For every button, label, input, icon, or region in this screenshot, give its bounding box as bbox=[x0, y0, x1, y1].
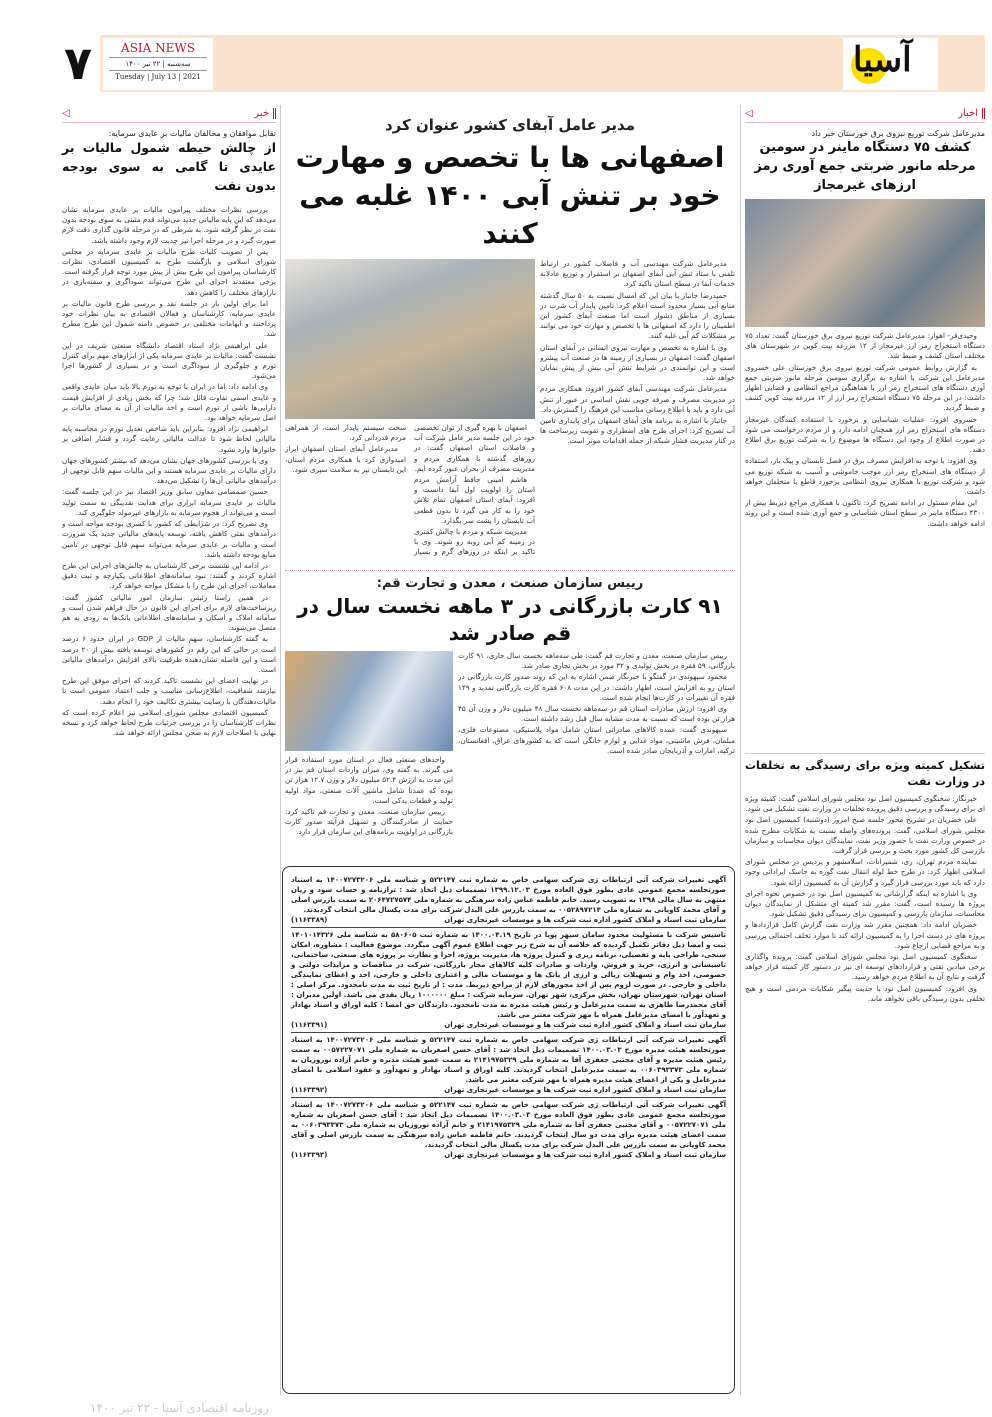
paragraph: مدیرعامل شرکت مهندسی آبفای کشور افزود: همکاری مردم در مدیریت مصرف و صرفه جویی نقش اساسی در عبور از تنش آبی دارد و باید با اطلاع رسانی مناسب این فرهنگ را گسترش داد. bbox=[540, 384, 735, 414]
ad-source: سازمان ثبت اسناد و املاک کشور اداره ثبت شرکت ها و موسسات غیرتجاری تهران bbox=[444, 1086, 726, 1094]
paragraph: هاشم امینی حافظ آرامش مردم استان را اولویت اول آبفا دانست و افزود: آبفای استان اصفهان تمام تلاش خود را به کار می گیرد تا بدون قطعی آب تابستان را پشت سر بگذارد. bbox=[414, 475, 535, 525]
center-kicker: مدیر عامل آبفای کشور عنوان کرد bbox=[384, 116, 636, 134]
article-kicker: تقابل موافقان و مخالفان مالیات بر عایدی سرمایه: bbox=[108, 129, 276, 138]
paragraph: وی با اشاره به تخصص و مهارت نیروی انسانی در آبفای استان اصفهان گفت: اصفهان در بسیاری از زمینه ها در صنعت آب پیشرو است و این توانمندی در شرایط تنش آبی بیش از پیش نمایان خواهد شد. bbox=[540, 342, 735, 383]
paragraph: حمیدرضا جانباز با بیان این که امسال نسبت به ۵۰ سال گذشته منابع آبی بسیار محدود است اعلام کرد: تامین پایدار آب شرب در بسیاری از مناطق دشوار است اما صنعت آبفای کشور این اطمینان را دارد که اصفهانی ها با تخصص و مهارت خود می توانند بر مشکلات کم آبی غلبه کنند. bbox=[540, 290, 735, 341]
legal-ad bbox=[291, 873, 726, 928]
center-body-col2 bbox=[285, 423, 535, 565]
play-triangle-icon: ◁ bbox=[62, 108, 70, 119]
ad-source: سازمان ثبت اسناد و املاک کشور اداره ثبت شرکت ها و موسسات غیرتجاری تهران bbox=[444, 1021, 726, 1029]
center-article bbox=[285, 115, 735, 565]
section-label: خبر bbox=[254, 108, 276, 119]
ad-code: (۱۱۶۳۳۹۱) bbox=[291, 1021, 328, 1029]
paragraph: این مقام مسئول در ادامه تصریح کرد: تاکنون با همکاری مراجع ذیربط بیش از ۴۳۰۰ دستگاه ماینر در سطح استان شناسایی و جمع آوری شده است و این روند ادامه خواهد داشت. bbox=[745, 498, 985, 528]
article-headline: کشف ۷۵ دستگاه ماینر در سومین مرحله مانور ضربتی جمع آوری رمز ارزهای غیرمجاز bbox=[754, 140, 976, 193]
column-rule bbox=[280, 105, 281, 1395]
article-kicker: مدیرعامل شرکت توزیع نیروی برق خوزستان خبر داد bbox=[811, 129, 985, 138]
divider bbox=[285, 570, 735, 571]
meeting-photo bbox=[285, 259, 535, 419]
paragraph: محمود سپهوندی در گفتگو با خبرنگار ضمن اشاره به این که روند صدور کارت بازرگانی در استان رو به افزایش است، اظهار داشت: در این مدت ۶۰۸ فقره کارت بازرگانی تمدید و ۱۴۹ فقره آن تغییرات در کارت‌ها انجام شده است. bbox=[458, 672, 735, 702]
paragraph: به گزارش روابط عمومی شرکت توزیع نیروی برق خوزستان علی خسروی مدیرعامل این شرکت با اشاره به برگزاری سومین مرحله مانور ضربتی جمع آوری دستگاه های استخراج رمز ارز با هماهنگی مراجع انتظامی و قضایی اظهار داشت: در این مرحله ۷۵ دستگاه استخراج رمز ارز از ۱۲ مزرعه بیت کوین کشف و ضبط گردید. bbox=[745, 362, 985, 413]
ad-code: (۱۱۶۳۳۹۲) bbox=[291, 1086, 328, 1094]
miner-press-photo bbox=[745, 199, 985, 327]
legal-ad bbox=[291, 1033, 726, 1098]
center-article-2 bbox=[285, 575, 735, 860]
paragraph: علی خضریان در تشریح محور جلسه صبح امروز (دوشنبه) کمیسیون اصل نود مجلس شورای اسلامی، گفت: پرونده‌های واصله نسبت به شکایات مطرح شده در خصوص وزارت نفت با حضور وزیر نفت، نمایندگان دیوان محاسبات و سازمان بازرسی کل کشور مورد بحث و بررسی قرار گرفت. bbox=[745, 815, 985, 856]
ad-text: تاسیس شرکت با مسئولیت محدود سامان سپهر پویا در تاریخ ۱۴۰۰.۰۴.۱۹ به شماره ثبت ۵۸۰۶۰۵ به شناسه ملی ۱۴۰۱۰۱۴۳۲۶ ثبت و امضا ذیل دفاتر تکمیل گردیده که خلاصه آن به شرح زیر جهت اطلاع عموم آگهی میگردد. موضوع فعالیت : مشاوره، امکان سنجی، طراحی پایه و تفصیلی، برنامه ریزی و کنترل پروژه ها، مدیریت پروژه، اجرا و نظارت بر پروژه های صنعتی، ساختمانی، تاسیساتی و انرژی، خرید و فروش، واردات و صادرات کلیه کالاهای مجاز بازرگانی، شرکت در مناقصات و مزایدات دولتی و خصوصی، اخذ وام و تسهیلات ریالی و ارزی از بانک ها و موسسات مالی و اعتباری داخلی و خارجی، اخذ و اعطای نمایندگی داخلی و خارجی. در صورت لزوم پس از اخذ مجوزهای لازم از مراجع ذیربط. مدت : از تاریخ ثبت به مدت نامحدود. مرکز اصلی : استان تهران، شهرستان تهران، بخش مرکزی، شهر تهران. سرمایه شرکت : مبلغ ۱۰۰۰۰۰۰ ریال نقدی می باشد. اولین مدیران : آقای محمدرضا طاهری به سمت مدیرعامل و رئیس هیئت مدیره به مدت نامحدود. دارندگان حق امضا : کلیه اوراق و اسناد بهادار و تعهدآور با امضای مدیرعامل همراه با مهر شرکت معتبر می باشد. bbox=[291, 931, 726, 1019]
center-2-left-block bbox=[285, 651, 453, 860]
article-headline: از چالش حیطه شمول مالیات بر عایدی تا گامی به سوی بودجه بدون نفت bbox=[62, 140, 276, 193]
paragraph: پس از تصویب کلیات طرح مالیات بر عایدی سرمایه در مجلس شورای اسلامی و بازگشت طرح به کمیسیون اقتصادی، نظرات کارشناسان پیرامون این طرح بیش از پیش مورد توجه قرار گرفته است. برخی معتقدند اجرای این طرح می‌تواند سوداگری و سفته‌بازی در بازارهای مختلف را کاهش دهد. bbox=[62, 246, 276, 297]
paragraph: خسروی افزود: عملیات شناسایی و برخورد با استفاده کنندگان غیرمجاز دستگاه های استخراج رمز ارز همچنان ادامه دارد و از مردم درخواست می شود در صورت اطلاع از وجود این دستگاه ها موضوع را به شرکت توزیع برق اطلاع دهند. bbox=[745, 414, 985, 455]
section-header-akhbar bbox=[745, 105, 985, 123]
date-en: Tuesday | July 13 | 2021 bbox=[115, 73, 201, 81]
paragraph: در نهایت اعضای این نشست تاکید کردند که اجرای موفق این طرح نیازمند شفافیت، اطلاع‌رسانی مناسب و جلب اعتماد عمومی است تا مالیات‌دهندگان با رضایت بیشتری تکالیف خود را انجام دهند. bbox=[62, 676, 276, 706]
paragraph: مدیریت شبکه و مردم با چالش کمتری در زمینه کم آبی روبه رو شوند. وی با تاکید بر اینکه در روزهای گرم و بسیار سخت سیستم پایدار است، از همراهی مردم قدردانی کرد. bbox=[285, 423, 535, 557]
center-kicker-2: رییس سازمان صنعت ، معدن و تجارت قم: bbox=[376, 576, 644, 591]
legal-ad bbox=[291, 1098, 726, 1162]
divider bbox=[745, 753, 985, 754]
paragraph: وی تصریح کرد: در شرایطی که کشور با کسری بودجه مواجه است و درآمدهای نفتی کاهش یافته، توسعه پایه‌های مالیاتی جدید یک ضرورت است و مالیات بر عایدی سرمایه می‌تواند سهم قابل توجهی در تامین منابع بودجه داشته باشد. bbox=[62, 519, 276, 559]
ad-code: (۱۱۶۳۳۹۳) bbox=[291, 1151, 328, 1159]
paragraph: حسین صمصامی معاون سابق وزیر اقتصاد نیز در این جلسه گفت: مالیات بر عایدی سرمایه ابزاری برای هدایت نقدینگی به سمت تولید است و می‌تواند از هجوم سرمایه به بازارهای غیرمولد جلوگیری کند. bbox=[62, 487, 276, 517]
article-headline-2: تشکیل کمیته ویژه برای رسیدگی به تخلفات در وزارت نفت bbox=[745, 759, 985, 788]
paragraph: سپهوندی گفت: عمده کالاهای صادراتی استان شامل مواد پلاستیکی، مصنوعات فلزی، مبلمان، فرش ماشینی، مواد غذایی و لوازم خانگی است که به کشورهای عراق، افغانستان، ترکیه، امارات و آذربایجان صادر شده است. bbox=[458, 725, 735, 755]
edition-box bbox=[103, 38, 213, 90]
center-article-2-row bbox=[285, 651, 735, 860]
paragraph: ابراهیمی نژاد افزود: بنابراین باید شاخص تعدیل تورم در محاسبه پایه مالیاتی لحاظ شود تا عدالت مالیاتی رعایت گردد و فشار اضافی بر خانوارها وارد نشود. bbox=[62, 424, 276, 454]
ad-text: آگهی تغییرات شرکت آتی ارتباطات ژی شرکت سهامی خاص به شماره ثبت ۵۲۲۱۴۷ و شناسه ملی ۱۴۰۰۷۲۷۳۲۰۶ به استناد صورتجلسه مجمع عمومی عادی بطور فوق العاده مورخ ۱۳۹۹.۱۲.۰۳ تصمیمات ذیل اتخاذ شد : ترازنامه و حساب سود و زیان منتهی به سال مالی ۱۳۹۸ به تصویب رسید. خانم فاطمه عباس زاده سرهنگی به شماره ملی ۲۰۶۴۷۲۷۵۷۴ به سمت بازرس اصلی و آقای محمد کاویانی به شماره ملی ۰۰۵۲۸۹۷۲۱۴ به سمت بازرس علی البدل شرکت برای مدت یکسال مالی انتخاب گردیدند. bbox=[291, 876, 727, 914]
ad-code: (۱۱۶۳۳۸۹) bbox=[291, 916, 328, 924]
paragraph: جانباز با اشاره به برنامه های آبفای اصفهان برای پایداری تامین آب تصریح کرد: اجرای طرح های اضطراری و تقویت زیرساخت ها در کنار مدیریت فشار شبکه از جمله اقدامات موثر است. bbox=[540, 416, 735, 446]
paragraph: بررسی نظرات مختلف پیرامون مالیات بر عایدی سرمایه نشان می‌دهد که این پایه مالیاتی جدید می‌تواند قدم مثبتی به سوی بودجه بدون نفت در نظر گرفته شود. به شرطی که در مرحله قانون گذاری دقت لازم صورت گیرد و در مرحله اجرا نیز جدیت لازم وجود داشته باشد. bbox=[62, 205, 276, 245]
paragraph: وی با بررسی کشورهای جهان نشان می‌دهد که بیشتر کشورهای جهان دارای مالیات بر عایدی سرمایه هستند و این مالیات سهم قابل توجهی از درآمدهای مالیاتی آن‌ها را تشکیل می‌دهد. bbox=[62, 455, 276, 486]
paragraph: رییس سازمان صنعت، معدن و تجارت قم تاکید کرد: حمایت از صادرکنندگان و تسهیل فرآیند صدور کارت بازرگانی در اولویت برنامه‌های این سازمان قرار دارد. bbox=[285, 807, 453, 837]
footer-watermark: روزنامه اقتصادی آسیا - ۲۲ تیر ۱۴۰۰ bbox=[90, 1401, 269, 1415]
ad-text: آگهی تغییرات شرکت آتی ارتباطات ژی شرکت سهامی خاص به شماره ثبت ۵۲۲۱۴۷ و شناسه ملی ۱۴۰۰۷۲۷۳۲۰۶ به استناد صورتجلسه هیئت مدیره مورخ ۱۴۰۰.۰۳.۰۳ تصمیمات ذیل اتخاذ شد : آقای حسن اصغریان به شماره ملی ۰۰۵۷۲۲۷۰۷۱ به سمت رئیس هیئت مدیره و آقای مجتبی جعفری آقا به شماره ملی ۲۱۴۱۹۷۵۳۲۹ به سمت عضو هیئت مدیره و خانم آزاده نوروزیان به شماره ملی ۰۰۶۰۳۹۳۳۷۳ به سمت مدیرعامل انتخاب گردیدند. کلیه اوراق و اسناد بهادار و تعهدآور و عقود اسلامی با امضای مدیرعامل و یکی از اعضای هیئت مدیره همراه با مهر شرکت معتبر می باشد. bbox=[291, 1036, 727, 1084]
paragraph: خضریان ادامه داد: همچنین مقرر شد وزارت نفت گزارش کامل قراردادها و پروژه های در دست اجرا را به کمیسیون ارائه کند تا موارد تخلف احتمالی بررسی و به مراجع قضایی ارجاع شود. bbox=[745, 920, 985, 950]
paragraph: مدیرعامل آبفای استان اصفهان ابراز امیدواری کرد با همکاری مردم استان، این تابستان نیز به سلامت سپری شود. bbox=[285, 444, 406, 474]
center-article-row bbox=[285, 259, 735, 565]
section-header-khabar bbox=[62, 105, 276, 123]
paragraph: وی با اشاره به اینکه گزارشاتی به کمیسیون اصل نود در خصوص نحوه اجرای پروژه ها رسیده است، گفت: مقرر شد کمیته ای متشکل از نمایندگان دیوان محاسبات، سازمان بازرسی و کمیسیون برای رسیدگی دقیق تشکیل شود. bbox=[745, 888, 985, 919]
column-rule bbox=[740, 105, 741, 1395]
left-column bbox=[62, 105, 276, 1395]
center-headline-2: ۹۱ کارت بازرگانی در ۳ ماهه نخست سال در قم صادر شد bbox=[297, 594, 723, 645]
center-body-2b bbox=[285, 755, 453, 860]
brand-en: ASIA NEWS bbox=[121, 41, 195, 55]
paragraph: وی افزود: با توجه به افزایش مصرف برق در فصل تابستان و پیک بار، استفاده از دستگاه های استخراج رمز ارز موجب خاموشی و آسیب به شبکه توزیع می شود و شرکت توزیع با همکاری نیروی انتظامی برخورد قاطع با متخلفان خواهد داشت. bbox=[745, 456, 985, 497]
paragraph: مدیرعامل شرکت مهندسی آب و فاضلاب کشور در ارتباط تلفنی با ستاد تنش آبی آبفای اصفهان بر استمرار و توزیع عادلانه خدمات آبفا در سطح استان تاکید کرد. bbox=[540, 259, 735, 289]
ad-source: سازمان ثبت اسناد و املاک کشور اداره ثبت شرکت ها و موسسات غیرتجاری تهران bbox=[444, 916, 726, 924]
legal-ad bbox=[291, 928, 726, 1033]
paragraph: خبرنگار: سخنگوی کمیسیون اصل نود مجلس شورای اسلامی گفت: کمیته ویژه ای برای رسیدگی و بررسی دقیق پرونده تخلفات در وزارت نفت تشکیل می شود. bbox=[745, 794, 985, 814]
center-body-col1 bbox=[540, 259, 735, 565]
paragraph: وی افزود: کمیسیون اصل نود با جدیت پیگیر شکایات مردمی است و هیچ تخلفی بدون رسیدگی باقی نخواهد ماند. bbox=[745, 983, 985, 1003]
article-body bbox=[745, 331, 985, 749]
paragraph: علی ابراهیمی نژاد استاد اقتصاد دانشگاه صنعتی شریف در این نشست گفت: مالیات بر عایدی سرمایه یکی از ابزارهای مهم برای کنترل تورم و جلوگیری از سوداگری است و در بسیاری از کشورها اجرا می‌شود. bbox=[62, 340, 276, 381]
paragraph: وی افزود: ارزش صادرات استان قم در سه‌ماهه نخست سال ۴۸ میلیون دلار و وزن آن ۴۵ هزار تن بوده است که نسبت به مدت مشابه سال قبل رشد داشته است. bbox=[458, 704, 735, 724]
paragraph: سخنگوی کمیسیون اصل نود مجلس شورای اسلامی گفت: پرونده واگذاری برخی میادین نفتی و قراردادهای توسعه ای نیز در دستور کار کمیته قرار خواهد گرفت و نتایج آن به اطلاع مردم خواهد رسید. bbox=[745, 952, 985, 982]
paragraph: اما برای اولین بار در جلسه نقد و بررسی طرح قانون مالیات بر عایدی سرمایه، کارشناسان و فعالان اقتصادی به بیان نظرات خود پرداختند و ابهامات مختلفی در خصوص دامنه شمول این طرح مطرح شد. bbox=[62, 298, 276, 339]
ad-source: سازمان ثبت اسناد و املاک کشور اداره ثبت شرکت ها و موسسات غیرتجاری تهران bbox=[444, 1151, 726, 1159]
commerce-card-photo bbox=[285, 651, 453, 751]
ad-text: آگهی تغییرات شرکت آتی ارتباطات ژی شرکت سهامی خاص به شماره ثبت ۵۲۲۱۴۷ و شناسه ملی ۱۴۰۰۷۲۷۳۲۰۶ به استناد صورتجلسه مجمع عمومی عادی بطور فوق العاده مورخ ۱۴۰۰.۰۳.۰۳ تصمیمات ذیل اتخاذ شد : آقای حسن اصغریان به شماره ملی ۰۰۵۷۲۲۷۰۷۱ و آقای مجتبی جعفری آقا به شماره ملی ۲۱۴۱۹۷۵۳۲۹ و خانم آزاده نوروزیان به شماره ملی ۰۰۶۰۳۹۳۳۷۳ به سمت اعضای هیئت مدیره برای مدت دو سال انتخاب گردیدند. خانم فاطمه عباس زاده سرهنگی به سمت بازرس اصلی و آقای محمد کاویانی به سمت بازرس علی البدل شرکت برای مدت یکسال مالی انتخاب گردیدند. bbox=[291, 1101, 727, 1149]
paragraph: به گفته کارشناسان، سهم مالیات از GDP در ایران حدود ۶ درصد است در حالی که این رقم در کشورهای توسعه یافته بیش از ۲۰ درصد است و این فاصله نشان‌دهنده ظرفیت بالای افزایش درآمدهای مالیاتی است. bbox=[62, 634, 276, 674]
paragraph: وی ادامه داد: اما در ایران با توجه به تورم بالا باید میان عایدی واقعی و عایدی اسمی تفاوت قائل شد؛ چرا که بخش زیادی از افزایش قیمت دارایی‌ها ناشی از تورم است و اخذ مالیات از آن به معنای مالیات بر اصل سرمایه خواهد بود. bbox=[62, 382, 276, 423]
newspaper-logo: آسیا bbox=[843, 38, 938, 90]
page-number: ۷ bbox=[63, 36, 93, 90]
paragraph: وحیدی‌فر- اهواز: مدیرعامل شرکت توزیع نیروی برق خوزستان گفت: تعداد ۷۵ دستگاه استخراج رمز ارز غیرمجاز از ۱۲ مزرعه بیت کوین در شهرستان های مختلف استان کشف و ضبط شد. bbox=[745, 331, 985, 361]
center-left-block bbox=[285, 259, 535, 565]
article-body bbox=[62, 205, 276, 1395]
paragraph: کمیسیون اقتصادی مجلس شورای اسلامی نیز اعلام کرده است که نظرات کارشناسان را در بررسی جزئیات طرح لحاظ خواهد کرد و نسخه نهایی با اصلاحات لازم به صحن مجلس ارائه خواهد شد. bbox=[62, 707, 276, 738]
paragraph: نماینده مردم تهران، ری، شمیرانات، اسلامشهر و پردیس در مجلس شورای اسلامی اظهار کرد: در طرح خط لوله انتقال نفت گوره به جاسک ایراداتی وجود دارد که باید مورد بررسی قرار گیرد و گزارش آن به کمیسیون ارائه شود. bbox=[745, 857, 985, 887]
paragraph: در همین راستا رئیس سازمان امور مالیاتی کشور گفت: زیرساخت‌های لازم برای اجرای این قانون در حال فراهم شدن است و سامانه املاک و اسکان و سامانه‌های اطلاعاتی بانک‌ها به زودی به هم متصل می‌شوند. bbox=[62, 592, 276, 633]
right-column bbox=[745, 105, 985, 1395]
legal-ads-box bbox=[282, 866, 735, 1394]
play-triangle-icon: ◁ bbox=[745, 108, 753, 119]
date-fa: سه‌شنبه | ۲۲ تیر ۱۴۰۰ bbox=[109, 57, 207, 71]
paragraph: واحدهای صنعتی فعال در استان مورد استفاده قرار می گیرند. به گفته وی، میزان واردات استان قم نیز در این مدت به ارزش ۵۲.۴ میلیون دلار و وزن ۱۲.۷ هزار تن بوده که عمدتا شامل ماشین آلات صنعتی، مواد اولیه تولید و قطعات یدکی است. bbox=[285, 755, 453, 805]
paragraph: اصفهان با بهره گیری از توان تخصصی خود در این جلسه مدیر عامل شرکت آب و فاضلاب استان اصفهان گفت: در روزهای گذشته با همکاری مردم و مدیریت مصرف از بحران عبور کرده ایم. bbox=[414, 423, 535, 473]
article-body-2 bbox=[745, 794, 985, 1395]
section-label: اخبار bbox=[958, 108, 985, 119]
paragraph: رییس سازمان صنعت، معدن و تجارت قم گفت: طی سه‌ماهه نخست سال جاری، ۹۱ کارت بازرگانی، ۵۹ فقره در بخش تولیدی و ۳۲ مورد در بخش تجاری صادر شد. bbox=[458, 651, 735, 671]
paragraph: در ادامه این نشست برخی کارشناسان به چالش‌های اجرایی این طرح اشاره کردند و گفتند: نبود سامانه‌های اطلاعاتی یکپارچه و ثبت دقیق معاملات، اجرای این طرح را با مشکل مواجه خواهد کرد. bbox=[62, 560, 276, 591]
center-body-2a bbox=[458, 651, 735, 860]
center-headline: اصفهانی ها با تخصص و مهارت خود بر تنش آبی ۱۴۰۰ غلبه می کنند bbox=[295, 141, 725, 250]
